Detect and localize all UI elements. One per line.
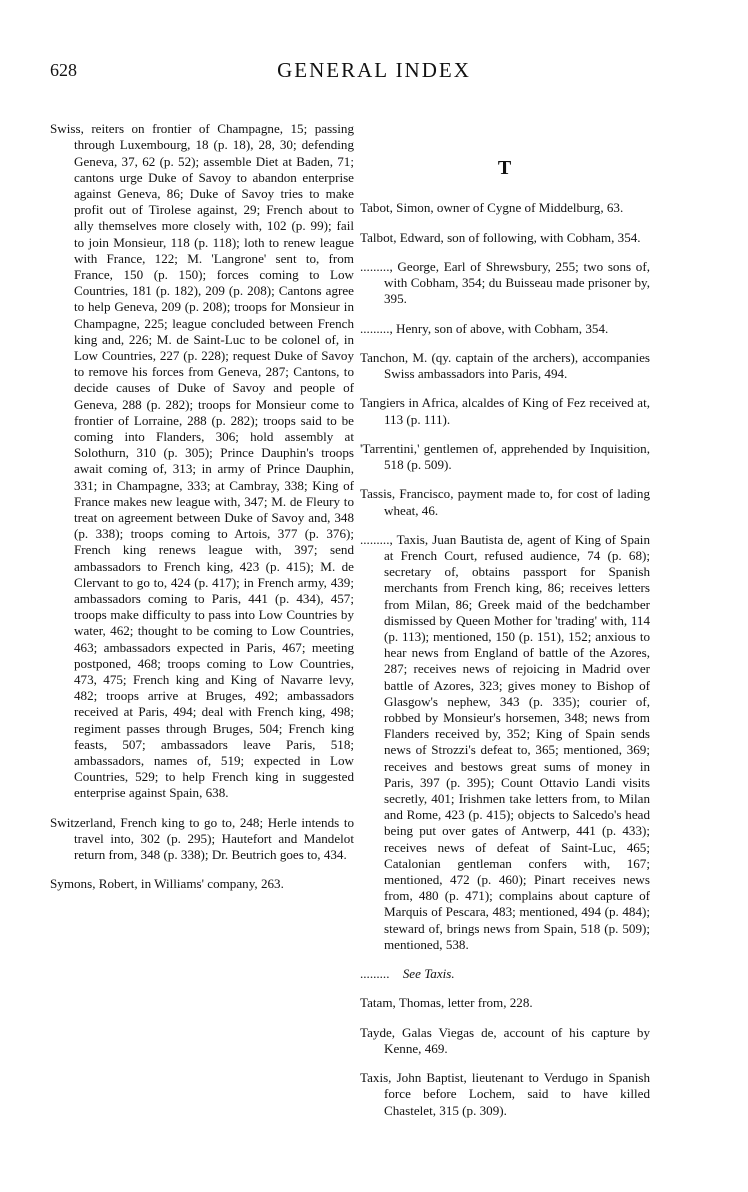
left-column [50,108,354,898]
index-entry-tassis-juan-bautista: ........., Taxis, Juan Bautista de, agent of King of Spain at French Court, refused audience, 74 (p. 68); secretary of, obtains passport for Spanish merchants from French king, 86; receives letters from Milan, 86; Greek maid of the bedchamber dismissed by Queen Mother for 'trading' with, 114 (p. 113); mentioned, 150 (p. 151), 152; anxious to hear news from England of battle of the Azores, 287; receives news of rejoicing in Madrid over battle of Azores, 323; gives money to Bishop of Glasgow's nephew, 343 (p. 335); courier of, robbed by Monsieur's horsemen, 348; news from Flanders received by, 352; King of Spain sends news of Strozzi's defeat to, 365; mentioned, 369; receives and bestows great sums of money in Paris, 397 (p. 395); Count Ottavio Landi visits secretly, 401; Irishmen take letters from, to Milan and Rome, 423 (p. 415); objects to Salcedo's head being put over gates of Antwerp, 441 (p. 433); receives news of defeat of Saint-Luc, 465; Catalonian gentleman confers with, 167; mentioned, 472 (p. 460); Pinart receives news from, 480 (p. 471); complains about capture of Marquis of Pescara, 483; mentioned, 494 (p. 484); steward of, brings news from Spain, 518 (p. 509); mentioned, 538. [360,531,650,952]
index-entry-switzerland: Switzerland, French king to go to, 248; Herle intends to travel into, 302 (p. 295); Hautefort and Mandelot return from, 348 (p. 338); Dr. Beutrich goes to, 434. [50,814,354,863]
section-letter-heading: T [497,157,513,179]
index-entry-tatam: Tatam, Thomas, letter from, 228. [360,995,533,1011]
index-entry-talbot-george: ........., George, Earl of Shrewsbury, 255; two sons of, with Cobham, 354; du Buisseau made prisoner by, 395. [360,258,650,307]
index-entry-tangiers: Tangiers in Africa, alcaldes of King of Fez received at, 113 (p. 111). [360,395,650,427]
index-entry-talbot-edward: Talbot, Edward, son of following, with Cobham, 354. [360,229,641,245]
index-entry-tabot: Tabot, Simon, owner of Cygne of Middelburg, 63. [360,200,624,216]
index-entry-tassis-francisco: Tassis, Francisco, payment made to, for cost of lading wheat, 46. [360,486,650,518]
see-reference-prefix: ......... [360,966,390,982]
index-entry-tanchon: Tanchon, M. (qy. captain of the archers), accompanies Swiss ambassadors into Paris, 494. [360,349,650,381]
page-header [0,54,748,84]
index-entry-swiss: Swiss, reiters on frontier of Champagne, 15; passing through Luxembourg, 18 (p. 18), 28, 30; defending Geneva, 37, 62 (p. 52); assemble Diet at Baden, 71; cantons urge Duke of Savoy to abandon enterprise against Geneva, 86; Duke of Savoy tries to make profit out of Tirolese against, 29; French about to ally themselves more closely with, 102 (p. 99); fail to join Monsieur, 118 (p. 118); loth to renew league with France, 122; M. 'Langrone' sent to, from France, 150 (p. 150); forces coming to Low Countries, 181 (p. 182), 209 (p. 208); Cantons agree to help Geneva, 209 (p. 208); troops for Monsieur in Champagne, 225; league concluded between French king and, 226; M. de Saint-Luc to be colonel of, in Low Countries, 227 (p. 228); request Duke of Savoy to remove his forces from Geneva, 287; Cantons, to decide causes of Duke of Savoy and people of Geneva, 288 (p. 282); troops for Monsieur come to frontier of Lorraine, 288 (p. 282); troops said to be coming into Flanders, 306; hold assembly at Solothurn, 310 (p. 305); Prince Dauphin's troops await coming of, 313; in army of Prince Dauphin, 331; in Champagne, 333; at Cambray, 338; King of France makes new league with, 347; M. de Fleury to treat on agreement between Duke of Savoy and, 348 (p. 338); troops coming to Artois, 377 (p. 376); French king renews league with, 397; send ambassadors to French king, 423 (p. 415); M. de Clervant to go to, 424 (p. 417); in French army, 439; ambassadors coming to Paris, 441 (p. 434), 457; troops make difficulty to pass into Low Countries by water, 462; thought to be coming to Low Countries, 463; ambassadors expected in Paris, 467; meeting postponed, 468; troops coming to Low Countries, 473, 475; French king and King of Navarre levy, 482; troops arrive at Bruges, 492; ambassadors received at Paris, 494; deal with French king, 498; regiment passes through Bruges, 504; French king feasts, 507; ambassadors leave Paris, 518; ambassadors, names of, 519; expected in Low Countries, 529; to help French king in suggested enterprise against Spain, 638. [50,121,354,801]
index-entry-taxis-john-baptist: Taxis, John Baptist, lieutenant to Verdugo in Spanish force before Lochem, said to have killed Chastelet, 315 (p. 309). [360,1070,650,1118]
see-reference [360,966,650,982]
page-number: 628 [50,60,77,80]
index-entry-tarrentini: 'Tarrentini,' gentlemen of, apprehended by Inquisition, 518 (p. 509). [360,440,650,472]
see-reference-text: See Taxis. [402,966,455,982]
right-column [360,157,650,1124]
index-entry-tayde: Tayde, Galas Viegas de, account of his capture by Kenne, 469. [360,1024,650,1056]
running-title: GENERAL INDEX [277,58,471,82]
index-entry-symons: Symons, Robert, in Williams' company, 263. [50,876,284,892]
index-entry-talbot-henry: ........., Henry, son of above, with Cobham, 354. [360,320,609,336]
